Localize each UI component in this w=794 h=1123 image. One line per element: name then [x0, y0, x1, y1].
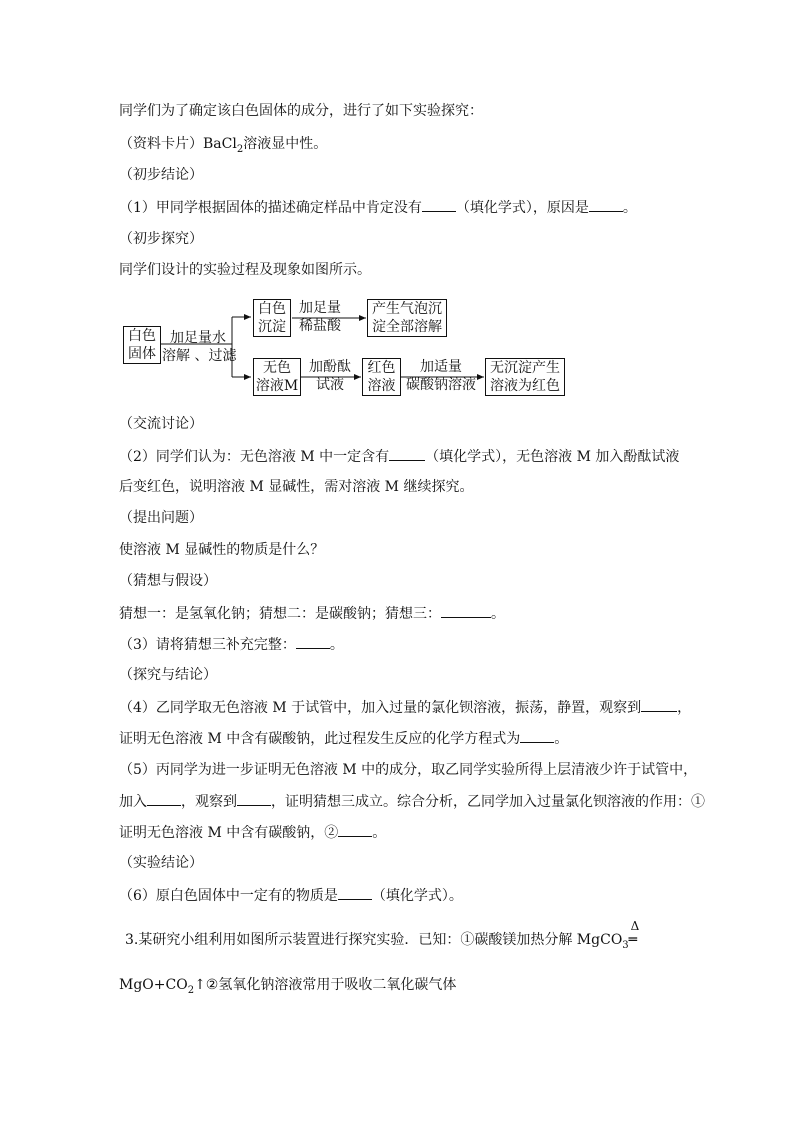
subscript: 2 [236, 143, 244, 155]
text: 加适量 [420, 359, 462, 375]
line-7: （交流讨论） [119, 416, 203, 432]
text: 3.某研究小组利用如图所示装置进行探究实验．已知：①碳酸镁加热分解 MgCO [125, 932, 623, 948]
text: （填化学式），原因是 [455, 200, 589, 216]
text: （6）原白色固体中一定有的物质是 [119, 888, 338, 904]
line-8 [119, 446, 679, 467]
line-15: （探究与结论） [119, 667, 217, 683]
label-acid [292, 299, 348, 335]
text: 溶液M [255, 378, 299, 394]
line-11: 使溶液 M 显碱性的物质是什么？ [119, 542, 325, 558]
text: 产生气泡沉 [372, 301, 442, 317]
answer-blank[interactable] [147, 791, 181, 806]
text: 无沉淀产生 [490, 360, 560, 376]
text: 。 [372, 825, 387, 841]
line-21: （实验结论） [119, 855, 203, 871]
line-16 [119, 697, 691, 718]
line-18: （5）丙同学为进一步证明无色溶液 M 中的成分，取乙同学实验所得上层清液少许于试管中， [119, 762, 698, 778]
line-9: 后变红色，说明溶液 M 显碱性，需对溶液 M 继续探究。 [119, 479, 474, 495]
line-10: （提出问题） [119, 510, 203, 526]
subscript: 3 [622, 939, 629, 951]
box-white-precipitate [253, 299, 291, 337]
text: （4）乙同学取无色溶液 M 于试管中，加入过量的氯化钡溶液，振荡，静置，观察到 [119, 700, 642, 716]
text: 淀全部溶解 [372, 319, 442, 335]
answer-blank[interactable] [389, 446, 425, 461]
diagram-connectors [0, 0, 794, 420]
text: 加酚酞 [309, 359, 351, 375]
text: ，证明猜想三成立。综合分析，乙同学加入过量氯化钡溶液的作用：① [271, 794, 705, 810]
text: 溶液 [367, 378, 396, 394]
text: 固体 [128, 346, 156, 362]
line-13 [119, 603, 505, 624]
box-red-solution [362, 358, 401, 396]
text: 。 [622, 200, 637, 216]
label-dissolve [162, 329, 237, 365]
line-14 [119, 634, 344, 655]
box-colorless-solution-m [253, 358, 301, 396]
text: （填化学式），无色溶液 M 加入酚酞试液 [425, 449, 680, 465]
text: 证明无色溶液 M 中含有碳酸钠，此过程发生反应的化学方程式为 [119, 731, 521, 747]
text: MgO+CO [119, 977, 188, 993]
text: （资料卡片）BaCl [119, 136, 237, 152]
text: 稀盐酸 [299, 318, 341, 334]
text: 沉淀 [258, 319, 286, 335]
text: ， [677, 700, 692, 716]
line-24 [119, 975, 456, 1001]
text: （3）请将猜想三补充完整： [119, 637, 296, 653]
text: 试液 [316, 377, 344, 393]
text: 加足量 [299, 300, 341, 316]
answer-blank[interactable] [338, 885, 372, 900]
answer-blank[interactable] [237, 791, 271, 806]
text: ，观察到 [181, 794, 237, 810]
label-phenolphthalein [302, 358, 358, 394]
text: ↑②氢氧化钠溶液常用于吸收二氧化碳气体 [194, 977, 457, 993]
text: （填化学式）。 [371, 888, 463, 904]
label-sodium-carbonate [401, 358, 481, 394]
line-22 [119, 885, 463, 906]
box-result-no-precipitate [485, 358, 565, 396]
text: （2）同学们认为：无色溶液 M 中一定含有 [119, 449, 390, 465]
text: 。 [329, 637, 344, 653]
start-box-white-solid [123, 326, 161, 364]
text: 红色 [367, 360, 396, 376]
line-23 [125, 919, 640, 956]
text: 。 [554, 731, 569, 747]
line-1: 同学们为了确定该白色固体的成分，进行了如下实验探究： [119, 103, 483, 119]
text: 溶液为红色 [490, 378, 560, 394]
text: 白色 [128, 328, 156, 344]
delta-symbol: Δ [630, 919, 640, 933]
line-12: （猜想与假设） [119, 573, 217, 589]
heat-condition [628, 919, 640, 950]
text: 白色 [258, 301, 286, 317]
answer-blank[interactable] [641, 697, 677, 712]
text: 溶解 、过滤 [162, 348, 237, 364]
answer-blank[interactable] [338, 822, 372, 837]
text: 加足量水 [170, 330, 226, 346]
text: 猜想一：是氢氧化钠；猜想二：是碳酸钠；猜想三： [119, 606, 441, 622]
answer-blank[interactable] [441, 603, 491, 618]
box-result-bubbles [367, 299, 447, 337]
text: 证明无色溶液 M 中含有碳酸钠，② [119, 825, 339, 841]
text: 。 [491, 606, 505, 622]
line-5: （初步探究） [119, 231, 203, 247]
answer-blank[interactable] [296, 634, 330, 649]
equals-sign: ═ [628, 932, 638, 948]
text: 溶液显中性。 [243, 136, 328, 152]
text: 加入 [119, 794, 147, 810]
line-3: （初步结论） [119, 167, 203, 183]
line-19 [119, 791, 705, 812]
text: 碳酸钠溶液 [406, 377, 476, 393]
line-17 [119, 728, 568, 749]
subscript: 2 [187, 984, 195, 996]
text: 无色 [263, 360, 291, 376]
line-6: 同学们设计的实验过程及现象如图所示。 [119, 262, 371, 278]
line-20 [119, 822, 386, 843]
answer-blank[interactable] [520, 728, 554, 743]
text: （1）甲同学根据固体的描述确定样品中肯定没有 [119, 200, 422, 216]
